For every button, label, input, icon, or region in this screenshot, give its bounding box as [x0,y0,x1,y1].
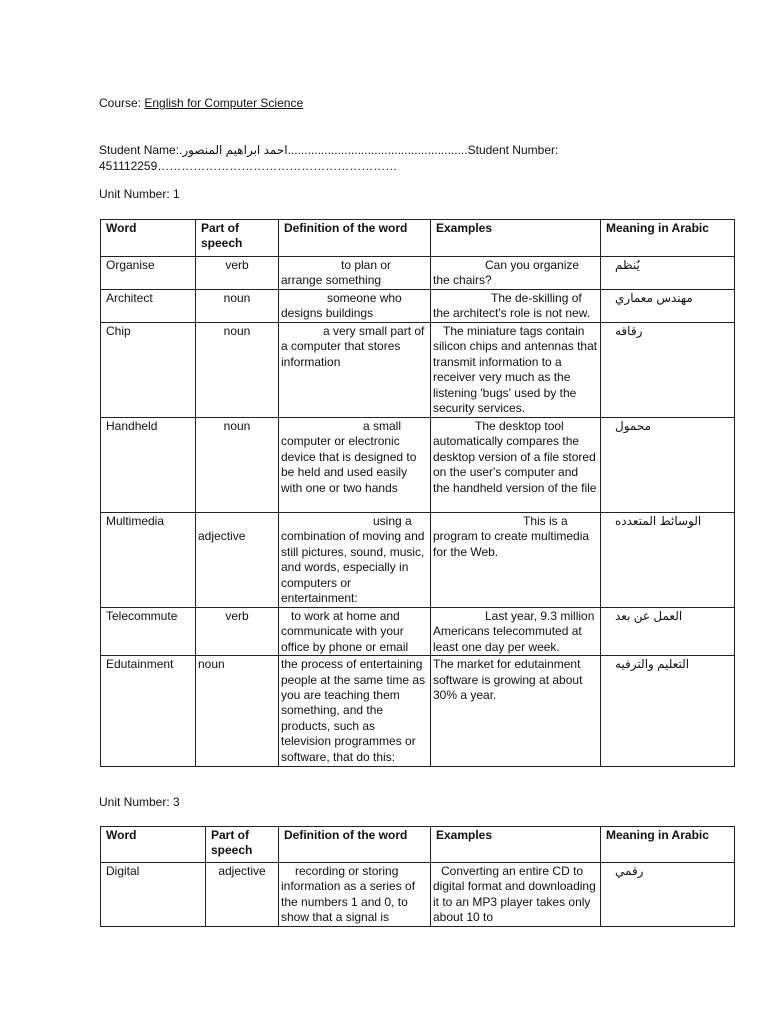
arabic-cell: مهندس معماري [601,290,735,323]
word-cell: Chip [101,323,196,418]
table-row [101,290,735,323]
header-definition: Definition of the word [279,220,431,257]
word-cell: Handheld [101,418,196,513]
header-definition: Definition of the word [279,827,431,863]
word-cell: Telecommute [101,608,196,656]
example-cell: The miniature tags contain silicon chips and antennas that transmit information to a receiver very much as the listening 'bugs' used by the security services. [431,323,601,418]
example-cell: Can you organize the chairs? [431,257,601,290]
table-row [101,418,735,513]
definition-cell: to plan or arrange something [279,257,431,290]
header-meaning-arabic: Meaning in Arabic [601,220,735,257]
pos-cell: verb [196,257,279,290]
student-number-value: 451112259 [99,159,158,173]
header-word: Word [101,220,196,257]
word-cell: Edutainment [101,656,196,767]
example-cell: The de-skilling of the architect's role is not new. [431,290,601,323]
table-header-row [101,220,735,257]
definition-cell: a small computer or electronic device that is designed to be held and used easily with one or two hands [279,418,431,513]
pos-cell: noun [196,418,279,513]
arabic-cell: التعليم والترفيه [601,656,735,767]
course-value: English for Computer Science [144,96,304,110]
student-name-label: Student Name:. [99,143,183,157]
example-cell: Converting an entire CD to digital format and downloading it to an MP3 player takes only about 10 to [431,863,601,927]
arabic-cell: رقاقه [601,323,735,418]
student-name-value: احمد ابراهيم المنصور [182,143,288,157]
table-row [101,323,735,418]
pos-cell: verb [196,608,279,656]
arabic-cell: العمل عن بعد [601,608,735,656]
header-meaning-arabic: Meaning in Arabic [601,827,735,863]
definition-cell: using a combination of moving and still pictures, sound, music, and words, especially in computers or entertainment: [279,513,431,608]
student-name-line [99,143,558,158]
unit-3-table [100,826,735,927]
definition-cell: the process of entertaining people at the same time as you are teaching them something, and the products, such as television programmes or software, that do this: [279,656,431,767]
pos-cell: adjective [196,513,279,608]
example-cell: The market for edutainment software is growing at about 30% a year. [431,656,601,767]
header-part-of-speech: Part of speech [206,827,279,863]
word-cell: Organise [101,257,196,290]
word-cell: Architect [101,290,196,323]
table-row [101,656,735,767]
arabic-cell: محمول [601,418,735,513]
table-header-row [101,827,735,863]
unit-1-label: Unit Number: 1 [99,187,180,201]
definition-cell: to work at home and communicate with your office by phone or email [279,608,431,656]
course-line [99,96,303,111]
pos-cell: noun [196,656,279,767]
student-name-dots: ...................................................... [287,143,468,157]
table-row [101,257,735,290]
student-number-line [99,159,397,174]
word-cell: Digital [101,863,206,927]
arabic-cell: يٌنظم [601,257,735,290]
arabic-cell: رقمي [601,863,735,927]
header-examples: Examples [431,220,601,257]
pos-cell: noun [196,323,279,418]
unit-3-label: Unit Number: 3 [99,795,180,809]
student-number-dots: …………………………………………………… [157,159,398,173]
example-cell: This is a program to create multimedia for the Web. [431,513,601,608]
table-row [101,863,735,927]
definition-cell: someone who designs buildings [279,290,431,323]
student-number-label: Student Number: [467,143,559,157]
header-part-of-speech: Part of speech [196,220,279,257]
arabic-cell: الوسائط المتعدده [601,513,735,608]
table-row [101,513,735,608]
example-cell: Last year, 9.3 million Americans telecommuted at least one day per week. [431,608,601,656]
header-word: Word [101,827,206,863]
pos-cell: adjective [206,863,279,927]
course-label: Course: [99,96,142,110]
header-examples: Examples [431,827,601,863]
table-row [101,608,735,656]
unit-1-table [100,219,735,767]
word-cell: Multimedia [101,513,196,608]
example-cell: The desktop tool automatically compares the desktop version of a file stored on the user's computer and the handheld version of the file [431,418,601,513]
definition-cell: recording or storing information as a series of the numbers 1 and 0, to show that a signal is [279,863,431,927]
pos-cell: noun [196,290,279,323]
definition-cell: a very small part of a computer that stores information [279,323,431,418]
